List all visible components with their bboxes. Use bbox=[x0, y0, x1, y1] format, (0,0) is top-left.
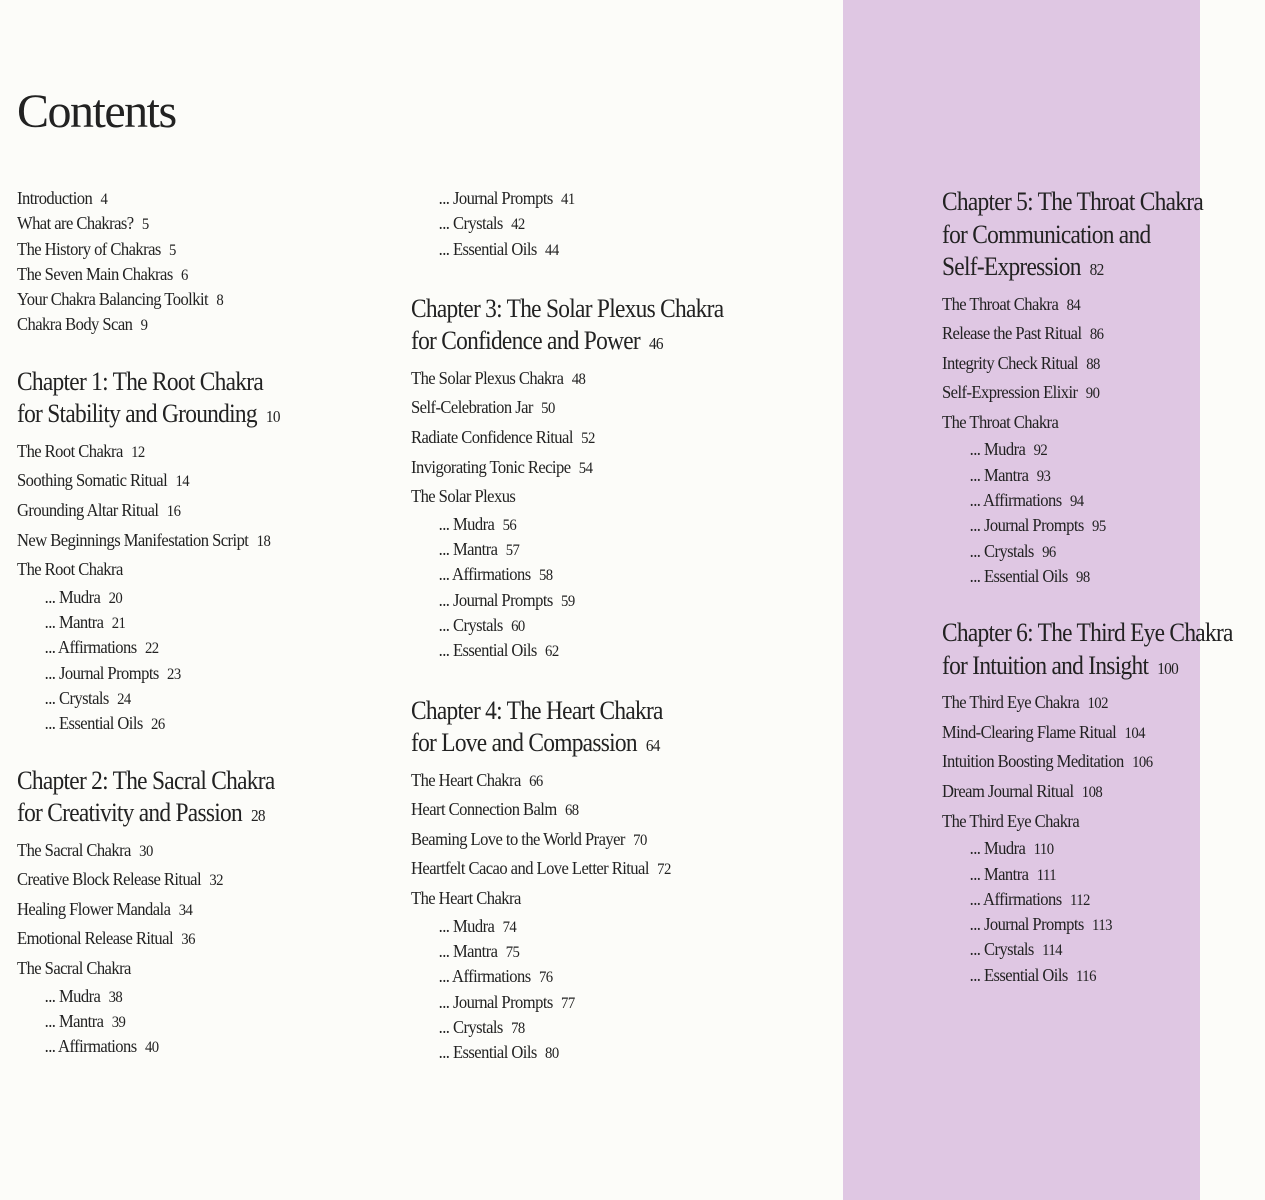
toc-entry[interactable] bbox=[942, 349, 1239, 379]
toc-page-number: 21 bbox=[111, 615, 126, 633]
toc-page-number: 44 bbox=[545, 241, 559, 259]
toc-entry-label: Heart Connection Balm bbox=[411, 799, 557, 820]
toc-page-number: 34 bbox=[178, 901, 193, 919]
toc-entry-label: Chakra Body Scan bbox=[17, 314, 133, 335]
toc-subentry[interactable] bbox=[411, 562, 730, 587]
toc-subentry[interactable] bbox=[942, 564, 1239, 589]
toc-page-number: 75 bbox=[505, 943, 520, 961]
toc-page-number: 56 bbox=[502, 516, 517, 534]
toc-entry[interactable] bbox=[942, 718, 1239, 748]
toc-page-number: 98 bbox=[1076, 568, 1090, 586]
toc-entry-label: The Heart Chakra bbox=[411, 769, 521, 790]
toc-entry-label: Dream Journal Ritual bbox=[942, 781, 1074, 802]
toc-page-number: 110 bbox=[1033, 841, 1054, 859]
toc-page-number: 6 bbox=[181, 266, 188, 284]
toc-page-number: 93 bbox=[1036, 467, 1051, 485]
toc-subentry[interactable] bbox=[942, 488, 1239, 513]
toc-entry[interactable] bbox=[411, 393, 730, 423]
toc-page-number: 4 bbox=[100, 191, 108, 208]
chapter-heading-line bbox=[411, 727, 723, 760]
toc-page-number: 52 bbox=[581, 430, 595, 448]
toc-entry[interactable] bbox=[17, 954, 286, 984]
toc-entry-label: ... Mudra bbox=[438, 915, 495, 936]
toc-page-number: 106 bbox=[1132, 754, 1153, 772]
chapter-heading-line bbox=[942, 617, 1233, 650]
toc-entry-label: ... Essential Oils bbox=[438, 1042, 537, 1063]
chapter-page-number: 64 bbox=[645, 736, 660, 756]
toc-entry-label: The Root Chakra bbox=[17, 559, 123, 580]
toc-entry[interactable] bbox=[411, 453, 730, 483]
toc-page-number: 102 bbox=[1087, 695, 1108, 713]
chapter-heading-text: for Stability and Grounding bbox=[17, 399, 257, 429]
toc-entry-label: Self-Celebration Jar bbox=[411, 397, 533, 418]
toc-entry-label: The Solar Plexus bbox=[411, 486, 516, 507]
toc-subentry[interactable] bbox=[942, 937, 1239, 962]
toc-entry-label: ... Journal Prompts bbox=[969, 515, 1084, 536]
toc-page-number: 38 bbox=[108, 988, 123, 1006]
toc-entry[interactable] bbox=[17, 555, 286, 585]
toc-page-number: 32 bbox=[209, 872, 223, 890]
toc-entry[interactable] bbox=[17, 496, 286, 526]
chapter-heading-line bbox=[17, 797, 280, 830]
toc-entry-label: ... Mantra bbox=[44, 1010, 104, 1031]
toc-page-number: 54 bbox=[578, 459, 593, 477]
toc-page-number: 70 bbox=[633, 831, 647, 849]
toc-page-number: 59 bbox=[561, 592, 575, 610]
toc-page-number: 62 bbox=[545, 643, 559, 661]
toc-subentry[interactable] bbox=[17, 585, 286, 610]
toc-entry-label: ... Crystals bbox=[438, 615, 503, 636]
toc-page-number: 112 bbox=[1069, 891, 1090, 909]
toc-entry[interactable] bbox=[17, 836, 286, 866]
chapter-heading-line bbox=[17, 765, 280, 798]
chapter-heading-text: Chapter 3: The Solar Plexus Chakra bbox=[411, 293, 724, 323]
toc-entry-label: ... Affirmations bbox=[969, 888, 1062, 909]
toc-page-number: 88 bbox=[1086, 355, 1100, 373]
toc-entry[interactable] bbox=[17, 437, 286, 467]
toc-entry-label: ... Mantra bbox=[44, 612, 104, 633]
toc-page-number: 24 bbox=[117, 690, 131, 708]
toc-entry[interactable] bbox=[942, 688, 1239, 718]
toc-entry-label: Healing Flower Mandala bbox=[17, 898, 171, 919]
toc-entry[interactable] bbox=[17, 262, 286, 287]
toc-column-1 bbox=[17, 186, 309, 1059]
toc-subentry[interactable] bbox=[942, 963, 1239, 988]
toc-page-number: 42 bbox=[511, 216, 525, 234]
toc-subentry[interactable] bbox=[411, 537, 730, 562]
toc-entry-label: ... Crystals bbox=[44, 687, 109, 708]
toc-subentry[interactable] bbox=[411, 1040, 730, 1065]
chapter-heading-line bbox=[942, 186, 1233, 219]
chapter-heading-line bbox=[17, 366, 280, 399]
toc-page-number: 23 bbox=[167, 665, 181, 683]
chapter-heading-text: Chapter 6: The Third Eye Chakra bbox=[942, 618, 1233, 648]
toc-page-number: 50 bbox=[541, 400, 555, 418]
toc-entry-label: ... Essential Oils bbox=[969, 565, 1068, 586]
toc-subentry[interactable] bbox=[411, 237, 730, 262]
toc-page-number: 5 bbox=[169, 241, 176, 259]
toc-entry-label: Integrity Check Ritual bbox=[942, 352, 1078, 373]
toc-subentry[interactable] bbox=[17, 984, 286, 1009]
toc-entry-label: ... Journal Prompts bbox=[44, 662, 159, 683]
toc-entry-label: The Root Chakra bbox=[17, 440, 123, 461]
toc-entry[interactable] bbox=[17, 186, 286, 211]
toc-page-number: 60 bbox=[511, 618, 525, 636]
toc-entry-label: Your Chakra Balancing Toolkit bbox=[17, 289, 209, 310]
toc-page-number: 104 bbox=[1124, 724, 1145, 742]
toc-subentry[interactable] bbox=[411, 512, 730, 537]
chapter-heading-text: for Intuition and Insight bbox=[942, 650, 1149, 680]
toc-page-number: 5 bbox=[141, 216, 149, 234]
toc-subentry[interactable] bbox=[942, 887, 1239, 912]
toc-entry-label: The Third Eye Chakra bbox=[942, 692, 1080, 713]
toc-entry[interactable] bbox=[411, 423, 730, 453]
toc-entry-label: ... Crystals bbox=[438, 213, 503, 234]
toc-page-number: 48 bbox=[571, 370, 586, 388]
toc-entry-label: Soothing Somatic Ritual bbox=[17, 470, 168, 491]
toc-entry-label: ... Mudra bbox=[44, 985, 101, 1006]
toc-entry-label: ... Mantra bbox=[438, 940, 498, 961]
toc-subentry[interactable] bbox=[411, 964, 730, 989]
toc-entry[interactable] bbox=[17, 895, 286, 925]
toc-entry-label: ... Mudra bbox=[969, 838, 1026, 859]
toc-subentry[interactable] bbox=[942, 437, 1239, 462]
toc-subentry[interactable] bbox=[17, 610, 286, 635]
chapter-heading-text: Self-Expression bbox=[942, 252, 1081, 281]
toc-entry[interactable] bbox=[17, 466, 286, 496]
chapter-heading-text: for Confidence and Power bbox=[411, 326, 640, 356]
chapter-heading-line bbox=[411, 293, 723, 326]
toc-page-number: 72 bbox=[657, 861, 671, 879]
toc-page-number: 41 bbox=[561, 191, 575, 208]
toc-subentry[interactable] bbox=[411, 638, 730, 663]
toc-subentry[interactable] bbox=[411, 939, 730, 964]
toc-entry-label: ... Affirmations bbox=[44, 637, 137, 658]
toc-subentry[interactable] bbox=[942, 463, 1239, 488]
toc-page-number: 74 bbox=[502, 918, 517, 936]
toc-entry-label: ... Mudra bbox=[969, 439, 1026, 460]
chapter-page-number: 46 bbox=[648, 334, 663, 354]
chapter-heading[interactable] bbox=[17, 765, 280, 830]
toc-page-number: 113 bbox=[1092, 917, 1112, 935]
chapter-heading-text: Chapter 5: The Throat Chakra bbox=[942, 187, 1203, 216]
toc-subentry[interactable] bbox=[17, 635, 286, 660]
chapter-heading-text: for Creativity and Passion bbox=[17, 798, 242, 828]
toc-page-number: 66 bbox=[529, 772, 543, 790]
toc-entry-label: ... Journal Prompts bbox=[969, 914, 1084, 935]
toc-entry[interactable] bbox=[942, 378, 1239, 408]
toc-entry[interactable] bbox=[17, 312, 286, 337]
toc-column-3 bbox=[942, 186, 1265, 988]
chapter-heading-text: Chapter 2: The Sacral Chakra bbox=[17, 765, 275, 795]
toc-page-number: 12 bbox=[131, 443, 145, 461]
chapter-page-number: 100 bbox=[1157, 658, 1179, 678]
toc-entry-label: ... Mantra bbox=[438, 539, 498, 560]
toc-entry-label: The Heart Chakra bbox=[411, 888, 521, 909]
toc-entry-label: ... Journal Prompts bbox=[438, 188, 553, 208]
toc-entry-label: Emotional Release Ritual bbox=[17, 928, 173, 949]
page-title: Contents bbox=[17, 85, 176, 138]
toc-entry-label: The Throat Chakra bbox=[942, 293, 1059, 314]
toc-entry-label: Beaming Love to the World Prayer bbox=[411, 828, 625, 849]
toc-subentry[interactable] bbox=[942, 539, 1239, 564]
toc-entry-label: ... Mudra bbox=[438, 513, 495, 534]
toc-entry-label: Creative Block Release Ritual bbox=[17, 869, 202, 890]
toc-entry-label: ... Mantra bbox=[969, 464, 1029, 485]
toc-entry[interactable] bbox=[411, 482, 730, 512]
toc-column-2 bbox=[411, 186, 758, 1065]
chapter-heading[interactable] bbox=[942, 186, 1233, 284]
chapter-heading-line bbox=[942, 650, 1233, 683]
toc-entry-label: ... Journal Prompts bbox=[438, 991, 553, 1012]
toc-page-number: 68 bbox=[564, 802, 579, 820]
toc-entry-label: Mind-Clearing Flame Ritual bbox=[942, 721, 1117, 742]
chapter-heading-text: for Communication and bbox=[942, 219, 1151, 249]
toc-page-number: 26 bbox=[151, 716, 165, 734]
chapter-heading-text: Chapter 1: The Root Chakra bbox=[17, 366, 263, 396]
toc-page-number: 84 bbox=[1066, 296, 1081, 314]
chapter-page-number: 28 bbox=[251, 806, 265, 826]
toc-entry-label: ... Affirmations bbox=[44, 1036, 137, 1057]
toc-page-number: 78 bbox=[511, 1019, 525, 1037]
toc-page-number: 9 bbox=[140, 317, 148, 335]
toc-entry-label: Introduction bbox=[17, 188, 93, 208]
toc-entry[interactable] bbox=[942, 290, 1239, 320]
toc-page-number: 57 bbox=[505, 542, 520, 560]
toc-page-number: 116 bbox=[1076, 967, 1096, 985]
toc-page-number: 76 bbox=[538, 969, 553, 987]
toc-page-number: 20 bbox=[108, 589, 123, 607]
toc-entry[interactable] bbox=[942, 747, 1239, 777]
toc-page-number: 86 bbox=[1089, 326, 1104, 344]
toc-entry-label: ... Affirmations bbox=[438, 966, 531, 987]
toc-subentry[interactable] bbox=[411, 990, 730, 1015]
toc-page-number: 92 bbox=[1033, 442, 1048, 460]
toc-entry-label: Invigorating Tonic Recipe bbox=[411, 456, 571, 477]
toc-subentry[interactable] bbox=[17, 711, 286, 736]
toc-entry-label: The Third Eye Chakra bbox=[942, 810, 1080, 831]
toc-entry-label: Self-Expression Elixir bbox=[942, 382, 1078, 403]
toc-subentry[interactable] bbox=[411, 186, 730, 211]
toc-subentry[interactable] bbox=[411, 588, 730, 613]
toc-subentry[interactable] bbox=[17, 686, 286, 711]
chapter-heading[interactable] bbox=[942, 617, 1233, 682]
toc-entry[interactable] bbox=[17, 287, 286, 312]
chapter-heading[interactable] bbox=[17, 366, 280, 431]
toc-subentry[interactable] bbox=[411, 914, 730, 939]
toc-page-number: 111 bbox=[1036, 866, 1057, 884]
toc-entry-label: ... Crystals bbox=[969, 939, 1034, 960]
toc-entry-label: ... Essential Oils bbox=[969, 964, 1068, 985]
toc-page-number: 39 bbox=[111, 1013, 126, 1031]
toc-page-number: 90 bbox=[1085, 385, 1100, 403]
toc-subentry[interactable] bbox=[17, 1009, 286, 1034]
toc-page-number: 22 bbox=[144, 640, 159, 658]
toc-entry[interactable] bbox=[411, 884, 730, 914]
toc-entry[interactable] bbox=[411, 766, 730, 796]
toc-entry[interactable] bbox=[411, 364, 730, 394]
toc-page-number: 94 bbox=[1069, 493, 1084, 511]
toc-entry-label: New Beginnings Manifestation Script bbox=[17, 529, 249, 550]
chapter-heading[interactable] bbox=[411, 293, 723, 358]
toc-entry-label: ... Affirmations bbox=[438, 564, 531, 585]
toc-page-number: 114 bbox=[1042, 942, 1062, 960]
toc-subentry[interactable] bbox=[411, 211, 730, 236]
chapter-heading-line bbox=[411, 325, 723, 358]
chapter-heading-text: for Love and Compassion bbox=[411, 728, 637, 758]
chapter-page-number: 82 bbox=[1089, 260, 1104, 279]
toc-entry-label: Intuition Boosting Meditation bbox=[942, 751, 1124, 772]
toc-page-number: 30 bbox=[139, 842, 153, 860]
toc-entry-label: ... Essential Oils bbox=[438, 238, 537, 259]
toc-entry-label: ... Mantra bbox=[969, 863, 1029, 884]
toc-subentry[interactable] bbox=[17, 1034, 286, 1059]
toc-entry-label: ... Essential Oils bbox=[438, 640, 537, 661]
toc-entry-label: Release the Past Ritual bbox=[942, 323, 1082, 344]
toc-entry-label: The History of Chakras bbox=[17, 238, 161, 259]
toc-entry[interactable] bbox=[411, 825, 730, 855]
toc-page-number: 77 bbox=[561, 994, 575, 1012]
toc-entry[interactable] bbox=[942, 408, 1239, 438]
toc-entry[interactable] bbox=[942, 319, 1239, 349]
toc-subentry[interactable] bbox=[17, 661, 286, 686]
toc-subentry[interactable] bbox=[411, 613, 730, 638]
toc-entry-label: Radiate Confidence Ritual bbox=[411, 427, 573, 448]
toc-subentry[interactable] bbox=[942, 513, 1239, 538]
chapter-heading-line bbox=[942, 219, 1233, 252]
toc-entry[interactable] bbox=[411, 854, 730, 884]
toc-entry-label: Heartfelt Cacao and Love Letter Ritual bbox=[411, 858, 649, 879]
toc-page-number: 16 bbox=[166, 502, 181, 520]
chapter-heading-line bbox=[411, 695, 723, 728]
chapter-page-number: 10 bbox=[265, 407, 280, 427]
toc-subentry[interactable] bbox=[411, 1015, 730, 1040]
toc-page-number: 58 bbox=[538, 567, 553, 585]
toc-entry-label: The Seven Main Chakras bbox=[17, 263, 173, 284]
toc-page-number: 8 bbox=[216, 292, 224, 310]
toc-page-number: 96 bbox=[1042, 543, 1056, 561]
toc-entry-label: The Solar Plexus Chakra bbox=[411, 367, 564, 388]
toc-entry-label: ... Essential Oils bbox=[44, 713, 143, 734]
toc-subentry[interactable] bbox=[942, 912, 1239, 937]
toc-entry[interactable] bbox=[17, 924, 286, 954]
toc-entry-label: ... Journal Prompts bbox=[438, 589, 553, 610]
chapter-heading-line bbox=[942, 251, 1233, 284]
toc-entry-label: The Sacral Chakra bbox=[17, 957, 131, 978]
toc-entry[interactable] bbox=[17, 865, 286, 895]
toc-entry[interactable] bbox=[17, 237, 286, 262]
toc-entry[interactable] bbox=[942, 777, 1239, 807]
toc-page-number: 40 bbox=[144, 1039, 159, 1057]
toc-page-number: 36 bbox=[181, 931, 195, 949]
toc-entry-label: What are Chakras? bbox=[17, 213, 134, 234]
toc-entry-label: The Sacral Chakra bbox=[17, 839, 131, 860]
toc-entry[interactable] bbox=[17, 526, 286, 556]
toc-subentry[interactable] bbox=[942, 836, 1239, 861]
chapter-heading-text: Chapter 4: The Heart Chakra bbox=[411, 695, 663, 725]
toc-entry-label: ... Affirmations bbox=[969, 490, 1062, 511]
toc-entry-label: Grounding Altar Ritual bbox=[17, 499, 159, 520]
toc-subentry[interactable] bbox=[942, 862, 1239, 887]
toc-entry-label: ... Crystals bbox=[438, 1016, 503, 1037]
toc-entry-label: ... Crystals bbox=[969, 540, 1034, 561]
toc-page-number: 18 bbox=[256, 532, 271, 550]
toc-entry[interactable] bbox=[942, 807, 1239, 837]
toc-page-number: 14 bbox=[175, 473, 190, 491]
toc-entry-label: The Throat Chakra bbox=[942, 411, 1059, 432]
chapter-heading[interactable] bbox=[411, 695, 723, 760]
toc-page-number: 80 bbox=[545, 1045, 559, 1063]
chapter-heading-line bbox=[17, 398, 280, 431]
toc-entry-label: ... Mudra bbox=[44, 586, 101, 607]
toc-entry[interactable] bbox=[411, 795, 730, 825]
toc-page-number: 95 bbox=[1092, 518, 1106, 536]
toc-page-number: 108 bbox=[1081, 784, 1103, 802]
toc-entry[interactable] bbox=[17, 211, 286, 236]
